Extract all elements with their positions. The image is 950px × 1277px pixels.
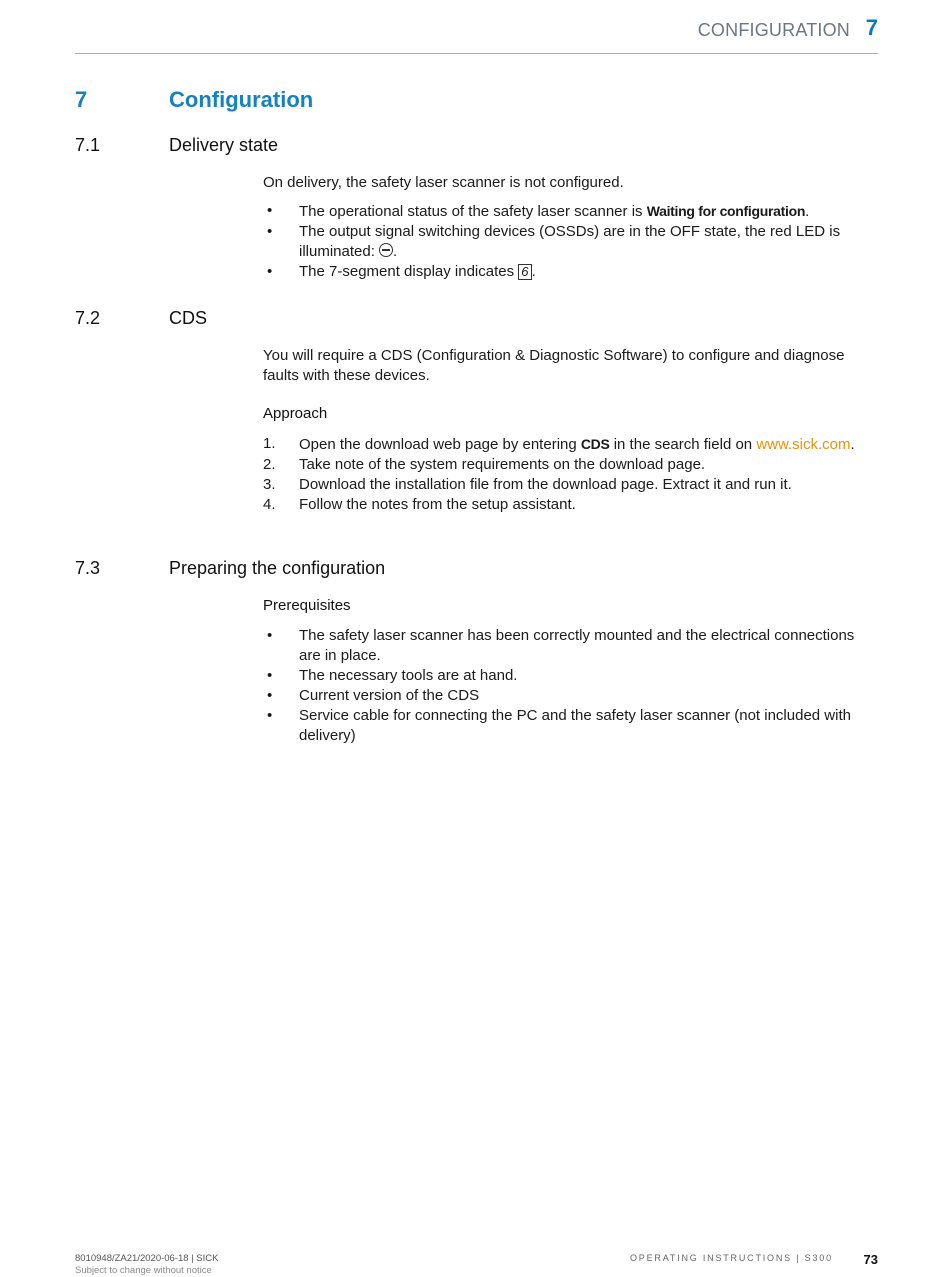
section-body-7-3 [263, 596, 875, 746]
section-number: 7.1 [75, 135, 101, 155]
list-item: • The 7-segment display indicates 6 . [267, 263, 536, 280]
prerequisites-list [263, 626, 875, 746]
bullet: • [267, 627, 273, 644]
prerequisites-heading: Prerequisites [263, 597, 351, 614]
search-term: CDS [580, 436, 610, 452]
bullet: • [267, 667, 273, 684]
list-item: 2. Take note of the system requirements on the download page. [263, 456, 706, 473]
cds-intro: You will require a CDS (Configuration & Diagnostic Software) to configure and diagnose faults with these devices. [263, 347, 845, 384]
section-number: 7.2 [75, 308, 101, 328]
bullet: • [267, 223, 273, 240]
bullet: • [267, 707, 273, 724]
section-number: 7.3 [75, 558, 101, 578]
status-term: Waiting for configuration [646, 203, 806, 219]
sick-website-link[interactable]: www.sick.com [756, 436, 851, 453]
running-header-title: CONFIGURATION [697, 20, 850, 40]
list-item: 4. Follow the notes from the setup assistant. [263, 496, 576, 513]
approach-heading: Approach [263, 405, 328, 422]
footer-document-id: 8010948/ZA21/2020-06-18 | SICK [75, 1253, 219, 1264]
approach-steps [263, 434, 875, 515]
bullet: • [267, 263, 273, 280]
section-title: Preparing the configuration [169, 558, 386, 578]
section-body-7-1 [263, 173, 875, 282]
delivery-state-list [263, 201, 875, 282]
seven-segment-display-icon: 6 [518, 264, 531, 280]
running-header-chapter-number: 7 [865, 15, 878, 40]
page-number: 73 [863, 1252, 878, 1267]
bullet: • [267, 687, 273, 704]
footer-manual-title: OPERATING INSTRUCTIONS | S300 [630, 1253, 833, 1263]
section-body-7-2 [263, 346, 875, 515]
list-item: 3. Download the installation file from the download page. Extract it and run it. [263, 476, 792, 493]
section-title: Delivery state [169, 135, 279, 155]
list-item: • Service cable for connecting the PC and the safety laser scanner (not included with delivery) [267, 707, 851, 744]
red-led-off-icon [379, 243, 393, 257]
chapter-number: 7 [75, 87, 88, 112]
list-item: • The operational status of the safety laser scanner is Waiting for configuration. [267, 202, 810, 220]
delivery-intro: On delivery, the safety laser scanner is not configured. [263, 174, 624, 191]
list-item: • The output signal switching devices (OSSDs) are in the OFF state, the red LED is illuminated: . [267, 223, 841, 260]
list-item: • The necessary tools are at hand. [267, 667, 518, 684]
list-item: • The safety laser scanner has been correctly mounted and the electrical connections are in place. [267, 627, 855, 664]
section-title: CDS [169, 308, 208, 328]
list-item: 1. Open the download web page by entering CDS in the search field on www.sick.com. [263, 435, 855, 453]
running-header [75, 14, 878, 54]
chapter-title: Configuration [169, 87, 314, 112]
footer-notice: Subject to change without notice [75, 1265, 212, 1276]
footer-document-info [75, 1253, 218, 1277]
bullet: • [267, 202, 273, 219]
list-item: • Current version of the CDS [267, 687, 480, 704]
